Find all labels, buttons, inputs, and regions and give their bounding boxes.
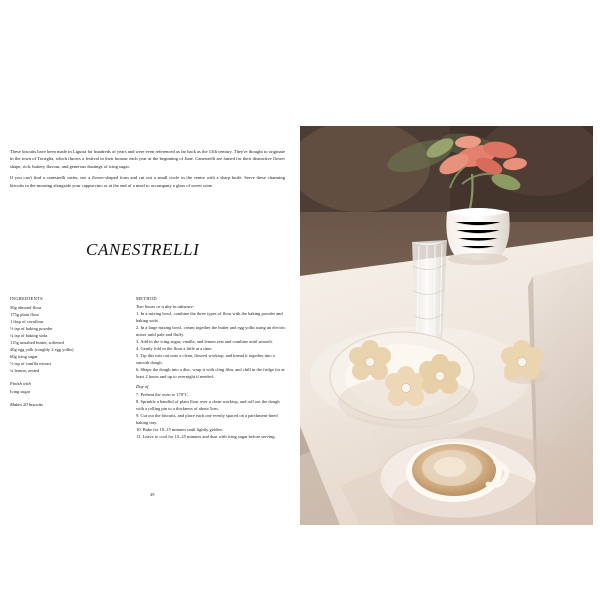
recipe-photograph [300, 126, 593, 525]
ingredient-item: ½ tsp of baking powder [10, 325, 53, 331]
ingredient-item: ¼ lemon, zested [10, 367, 40, 373]
intro-paragraph-2: If you can't find a canestrelli cutter, use a flower-shaped form and cut out a small circle in the centre with a sharp knife. Serve these charming biscuits in the morning alongside your cappuccino or at the end of a meal to accompany a glass of sweet wine. [10, 175, 285, 188]
ingredient-item: 1 tbsp of cornflour [10, 318, 44, 324]
method-heading: METHOD [136, 296, 157, 301]
photo-illustration [300, 126, 593, 525]
ingredient-item: 60g icing sugar [10, 353, 38, 359]
vase [446, 208, 509, 265]
ingredient-item: ½ tsp of vanilla extract [10, 360, 52, 366]
method-step: 3. Add in the icing sugar, vanilla, and lemon zest and combine until smooth. [136, 339, 273, 345]
method-step: 8. Sprinkle a handful of plain flour over a clean worktop, and roll out the dough with a rolling pin to a thickness of about 5cm. [136, 398, 280, 411]
ingredient-item: 40g egg yolk (roughly 2 egg yolks) [10, 346, 74, 352]
method-step: 2. In a large mixing bowl, cream together the butter and egg yolks using an electric mixer until pale and fluffy. [136, 325, 286, 338]
makes-label: Makes 20 biscuits [10, 402, 43, 408]
method-step: 7. Preheat the oven to 170°C. [136, 391, 189, 397]
finish-item: Icing sugar [10, 389, 31, 395]
ingredient-item: 115g unsalted butter, softened [10, 339, 64, 345]
finish-heading: Finish with [10, 380, 31, 386]
method-step: 11. Leave to cool for 15–25 minutes and dust with icing sugar before serving. [136, 433, 276, 439]
page-number: 49 [150, 492, 155, 497]
method-column [136, 296, 288, 440]
left-page [0, 0, 295, 600]
ingredient-item: ¼ tsp of baking soda [10, 332, 48, 338]
biscuit-plate [330, 332, 478, 428]
ingredient-item: 175g plain flour [10, 311, 39, 317]
ingredients-column [10, 296, 118, 410]
method-step: 6. Shape the dough into a disc, wrap it with cling film, and chill in the fridge for at least 2 hours and up to overnight if needed. [136, 367, 285, 380]
column-spacer [10, 395, 118, 402]
right-page [295, 0, 600, 600]
ingredients-heading: INGREDIENTS [10, 296, 43, 301]
method-subheading-advance: Two hours or a day in advance: [136, 303, 195, 309]
recipe-title: CANESTRELLI [86, 240, 200, 259]
method-step: 9. Cut out the biscuits, and place each one evenly spaced on a parchment-lined baking tray. [136, 412, 278, 425]
method-step: 5. Tip this mix out onto a clean, floured worktop, and knead it together into a smooth dough. [136, 353, 275, 366]
intro-paragraph-1: These biscuits have been made in Liguria for hundreds of years and were even referenced as far back as the 13th century. They're thought to originate in the town of Torriglia, which throws a festival in their honour each year at the beginning of June. Canestrelli are famed for their distinctive flower shape, rich, buttery flavour, and generous dustings of icing sugar. [10, 149, 285, 169]
ingredient-item: 50g almond flour [10, 304, 42, 310]
column-spacer [10, 374, 118, 381]
method-step: 10. Bake for 10–15 minutes until lightly golden. [136, 426, 223, 432]
method-step: 1. In a mixing bowl, combine the three types of flour with the baking powder and baking soda. [136, 311, 283, 324]
method-subheading-dayof: Day of [136, 384, 149, 390]
method-step: 4. Gently fold in the flour a little at a time. [136, 346, 213, 352]
intro-text [10, 148, 285, 193]
